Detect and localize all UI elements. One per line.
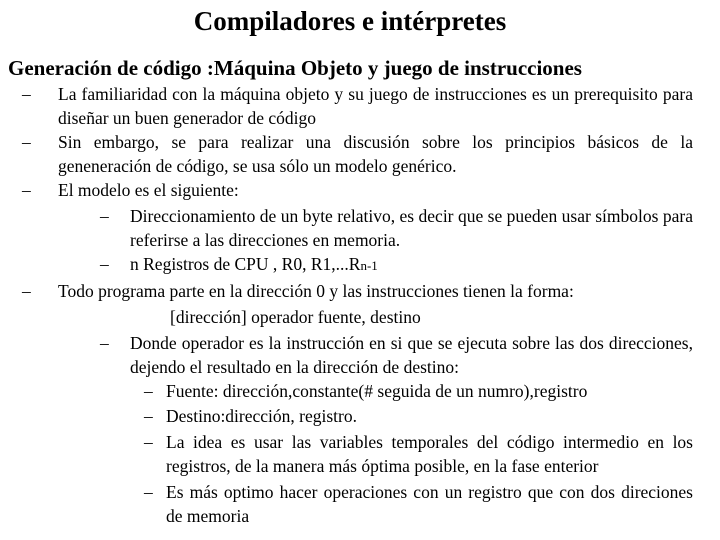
list-item xyxy=(100,331,693,379)
list-item xyxy=(100,204,693,252)
list-item xyxy=(144,379,693,403)
list-item xyxy=(144,430,693,478)
dash-bullet: – xyxy=(22,180,31,200)
list-item-text: Destino:dirección, registro. xyxy=(166,406,357,426)
list-item-text: Direccionamiento de un byte relativo, es decir que se pueden usar símbolos para referirse a las direcciones en memoria. xyxy=(130,206,693,251)
list-item-text: Donde operador es la instrucción en si que se ejecuta sobre las dos direcciones, dejendo el resultado en la dirección de destino: xyxy=(130,333,693,378)
dash-bullet: – xyxy=(100,254,109,274)
list-item xyxy=(144,480,693,528)
list-item-text: Sin embargo, se para realizar una discusión sobre los principios básicos de la geneneración de código, se usa sólo un modelo genérico. xyxy=(58,132,693,177)
dash-bullet: – xyxy=(22,84,31,104)
list-item xyxy=(22,279,698,303)
dash-bullet: – xyxy=(144,406,153,426)
dash-bullet: – xyxy=(144,482,153,502)
slide-title: Compiladores e intérpretes xyxy=(193,6,507,36)
dash-bullet: – xyxy=(22,281,31,301)
registers-text: n Registros de CPU , R0, R1,...R xyxy=(130,254,361,274)
list-item-text xyxy=(130,252,693,278)
list-item-text: Fuente: dirección,constante(# seguida de un numro),registro xyxy=(166,381,588,401)
list-item xyxy=(100,252,693,278)
dash-bullet: – xyxy=(100,206,109,226)
dash-bullet: – xyxy=(144,432,153,452)
instruction-format: [dirección] operador fuente, destino xyxy=(170,307,421,327)
list-item-text: Todo programa parte en la dirección 0 y las instrucciones tienen la forma: xyxy=(58,281,574,301)
dash-bullet: – xyxy=(144,381,153,401)
list-item xyxy=(144,404,693,428)
list-item xyxy=(22,178,693,202)
dash-bullet: – xyxy=(22,132,31,152)
list-item-text: La idea es usar las variables temporales del código intermedio en los registros, de la manera más óptima posible, en la fase enterior xyxy=(166,432,693,477)
list-item xyxy=(22,82,693,130)
list-item xyxy=(22,130,693,178)
slide-subtitle: Generación de código :Máquina Objeto y juego de instrucciones xyxy=(8,56,582,80)
list-item-text: Es más optimo hacer operaciones con un registro que con dos direciones de memoria xyxy=(166,482,693,527)
list-item-text: El modelo es el siguiente: xyxy=(58,180,239,200)
list-item-text: La familiaridad con la máquina objeto y su juego de instrucciones es un prerequisito para diseñar un buen generador de código xyxy=(58,84,693,129)
dash-bullet: – xyxy=(100,333,109,353)
registers-subscript: n-1 xyxy=(360,258,378,273)
